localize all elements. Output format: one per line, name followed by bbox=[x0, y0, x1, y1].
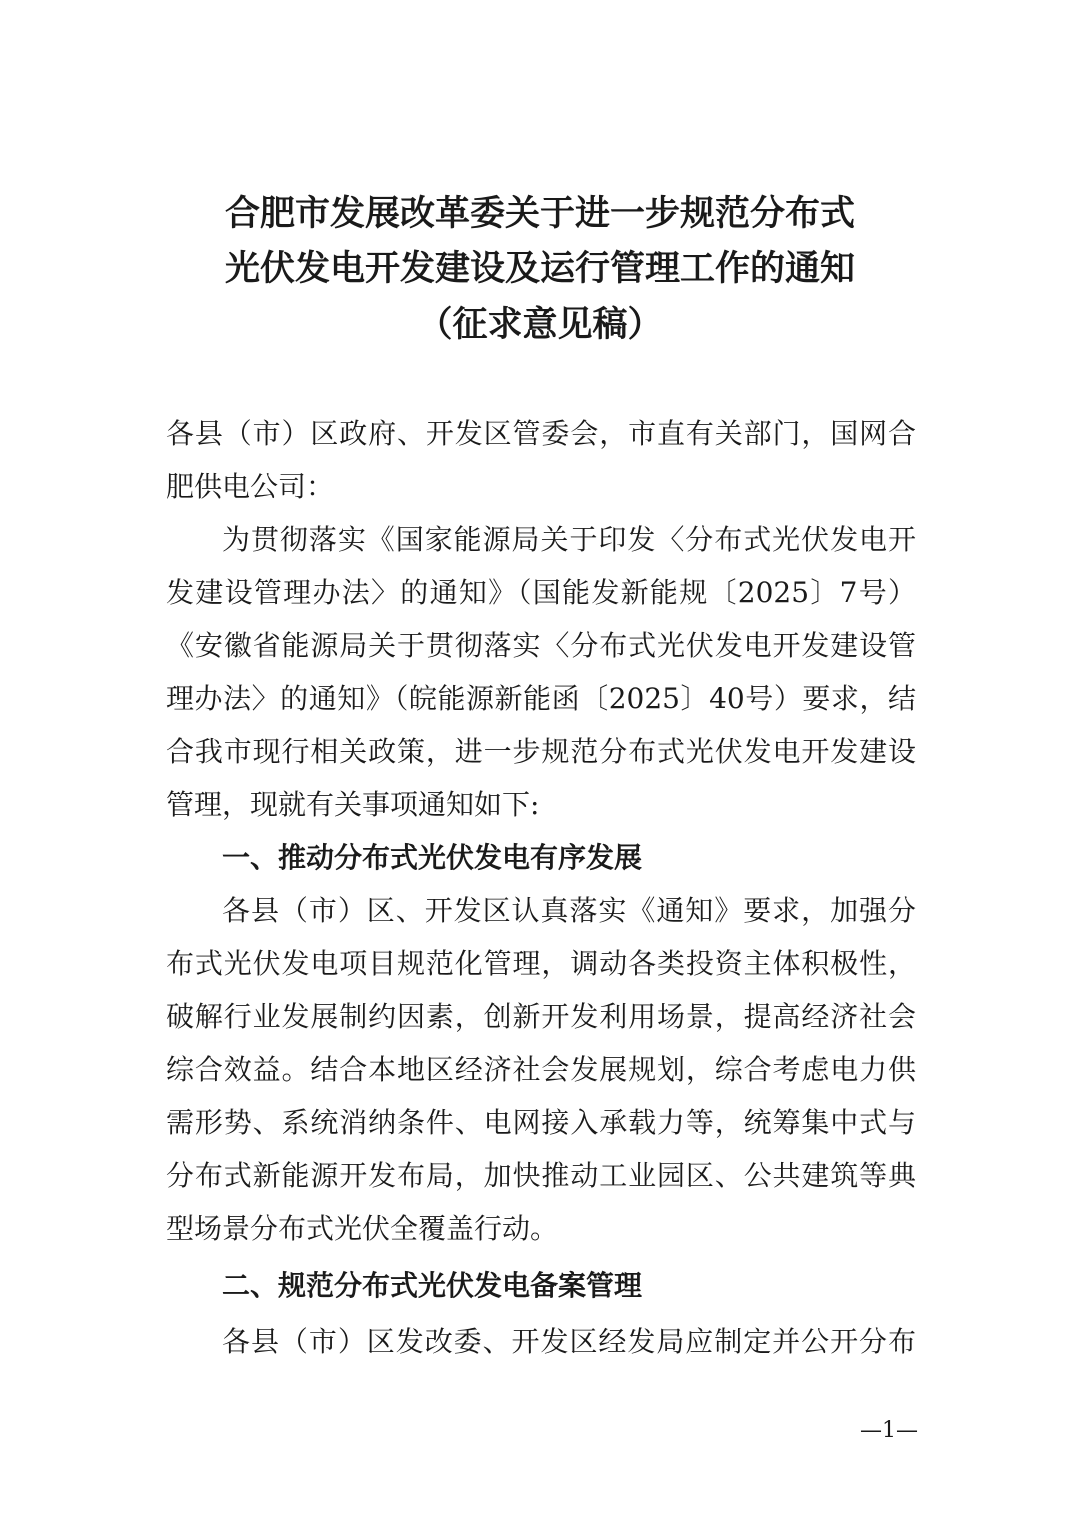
section-heading-2: 二、规范分布式光伏发电备案管理 bbox=[222, 1269, 643, 1302]
paragraph-2-line-3: 破解行业发展制约因素，创新开发利用场景，提高经济社会 bbox=[166, 1000, 916, 1033]
section-heading-1: 一、推动分布式光伏发电有序发展 bbox=[222, 841, 643, 874]
page-number: —1— bbox=[860, 1418, 918, 1443]
paragraph-3-line-1: 各县（市）区发改委、开发区经发局应制定并公开分布 bbox=[222, 1325, 916, 1358]
document-title-line-3: （征求意见稿） bbox=[417, 305, 663, 345]
paragraph-2-line-4: 综合效益。结合本地区经济社会发展规划，综合考虑电力供 bbox=[166, 1053, 916, 1086]
paragraph-2-line-7: 型场景分布式光伏全覆盖行动。 bbox=[166, 1212, 559, 1245]
paragraph-1-line-6: 管理，现就有关事项通知如下: bbox=[166, 788, 540, 821]
paragraph-2-line-2: 布式光伏发电项目规范化管理，调动各类投资主体积极性， bbox=[166, 947, 916, 980]
addressee-line-2: 肥供电公司： bbox=[166, 470, 335, 503]
document-title-line-1: 合肥市发展改革委关于进一步规范分布式 bbox=[224, 194, 855, 234]
paragraph-1-line-4: 理办法〉的通知》（皖能源新能函〔2025〕40号）要求，结 bbox=[166, 682, 916, 715]
paragraph-1-line-3: 《安徽省能源局关于贯彻落实〈分布式光伏发电开发建设管 bbox=[166, 629, 916, 662]
paragraph-2-line-6: 分布式新能源开发布局，加快推动工业园区、公共建筑等典 bbox=[166, 1159, 916, 1192]
paragraph-1-line-2: 发建设管理办法〉的通知》（国能发新能规〔2025〕7号） bbox=[166, 576, 916, 609]
paragraph-1-line-1: 为贯彻落实《国家能源局关于印发〈分布式光伏发电开 bbox=[222, 523, 916, 556]
paragraph-1-line-5: 合我市现行相关政策，进一步规范分布式光伏发电开发建设 bbox=[166, 735, 916, 768]
paragraph-2-line-1: 各县（市）区、开发区认真落实《通知》要求，加强分 bbox=[222, 894, 916, 927]
paragraph-2-line-5: 需形势、系统消纳条件、电网接入承载力等，统筹集中式与 bbox=[166, 1106, 916, 1139]
addressee-line-1: 各县（市）区政府、开发区管委会，市直有关部门，国网合 bbox=[166, 417, 916, 450]
document-title-line-2: 光伏发电开发建设及运行管理工作的通知 bbox=[224, 249, 855, 289]
